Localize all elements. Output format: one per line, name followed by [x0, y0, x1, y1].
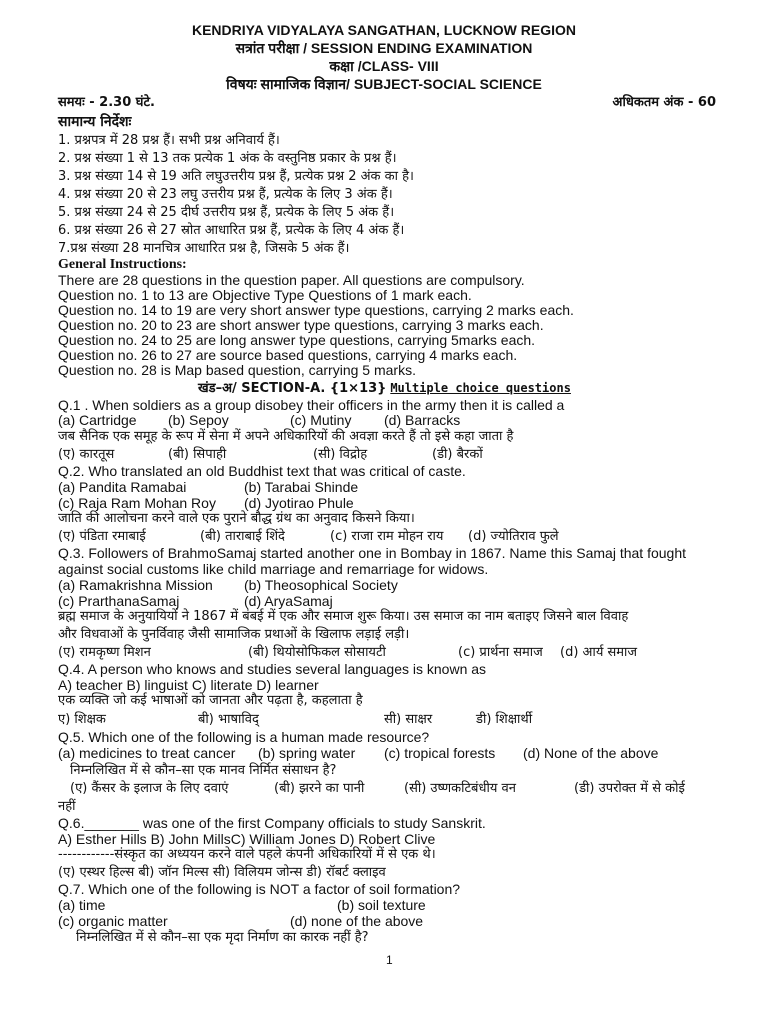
q4-hindi-option-c: सी) साक्षर	[384, 712, 433, 727]
q5-hindi-option-a: (ए) कैंसर के इलाज के लिए दवाएं	[70, 781, 229, 796]
q7-text-hindi: निम्नलिखित में से कौन–सा एक मृदा निर्माण का कारक नहीं है?	[76, 930, 369, 945]
q5-text-hindi: निम्नलिखित में से कौन–सा एक मानव निर्मित संसाधन है?	[70, 763, 337, 778]
q2-option-b: (b) Tarabai Shinde	[244, 479, 359, 495]
q1-hindi-option-d: (डी) बैरकों	[432, 447, 483, 462]
q7-option-c: (c) organic matter	[58, 913, 168, 929]
subject-title: विषयः सामाजिक विज्ञान/ SUBJECT-SOCIAL SCIENCE	[226, 76, 542, 92]
page-number: 1	[386, 953, 393, 967]
q3-option-d: (d) AryaSamaj	[244, 593, 333, 609]
q4-hindi-option-d: डी) शिक्षार्थी	[476, 712, 533, 727]
hindi-instruction-3: 3. प्रश्न संख्या 14 से 19 अति लघुउत्तरीय प्रश्न हैं, प्रत्येक प्रश्न 2 अंक का है।	[58, 169, 414, 184]
q5-hindi-option-d: (डी) उपरोक्त में से कोई	[574, 781, 685, 796]
q5-hindi-option-b: (बी) झरने का पानी	[274, 781, 365, 796]
hindi-instruction-5: 5. प्रश्न संख्या 24 से 25 दीर्घ उत्तरीय प्रश्न हैं, प्रत्येक के लिए 5 अंक हैं।	[58, 205, 395, 220]
q1-option-d: (d) Barracks	[384, 412, 461, 428]
q2-option-d: (d) Jyotirao Phule	[244, 495, 354, 511]
q5-option-d: (d) None of the above	[523, 745, 659, 761]
section-header	[198, 379, 571, 397]
english-instruction-4: Question no. 20 to 23 are short answer type questions, carrying 3 marks each.	[58, 317, 544, 333]
english-instruction-2: Question no. 1 to 13 are Objective Type Questions of 1 mark each.	[58, 287, 472, 303]
q2-option-a: (a) Pandita Ramabai	[58, 479, 187, 495]
org-title: KENDRIYA VIDYALAYA SANGATHAN, LUCKNOW REGION	[191, 22, 576, 38]
q5-hindi-option-c: (सी) उष्णकटिबंधीय वन	[404, 781, 516, 796]
q6-options: A) Esther Hills B) John MillsC) William Jones D) Robert Clive	[58, 831, 436, 847]
q2-text: Q.2. Who translated an old Buddhist text that was critical of caste.	[58, 463, 466, 479]
q3-option-a: (a) Ramakrishna Mission	[58, 577, 213, 593]
q5-option-a: (a) medicines to treat cancer	[58, 745, 236, 761]
english-instructions-title: General Instructions:	[58, 257, 187, 272]
q5-option-c: (c) tropical forests	[384, 745, 496, 761]
section-subtitle: Multiple choice questions	[390, 381, 571, 395]
q2-option-c: (c) Raja Ram Mohan Roy	[58, 495, 216, 511]
max-marks: अधिकतम अंक - 60	[612, 95, 716, 110]
q4-text-hindi: एक व्यक्ति जो कई भाषाओं को जानता और पढ़ता है, कहलाता है	[58, 693, 363, 708]
q1-option-b: (b) Sepoy	[168, 412, 229, 428]
exam-title: सत्रांत परीक्षा / SESSION ENDING EXAMINATION	[235, 40, 533, 56]
q4-hindi-option-b: बी) भाषाविद्	[198, 712, 259, 727]
q4-options: A) teacher B) linguist C) literate D) learner	[58, 677, 319, 693]
q5-text: Q.5. Which one of the following is a human made resource?	[58, 729, 430, 745]
english-instruction-5: Question no. 24 to 25 are long answer type questions, carrying 5marks each.	[58, 332, 536, 348]
q1-hindi-option-b: (बी) सिपाही	[168, 447, 227, 462]
q1-hindi-option-c: (सी) विद्रोह	[313, 447, 368, 462]
q3-text-hindi-line2: और विधवाओं के पुनर्विवाह जैसी सामाजिक प्रथाओं के खिलाफ लड़ाई लड़ी।	[58, 627, 410, 642]
hindi-instructions-title: सामान्य निर्देशः	[58, 114, 132, 130]
q3-hindi-option-d: (d) आर्य समाज	[560, 645, 638, 660]
q3-hindi-option-a: (ए) रामकृष्ण मिशन	[58, 645, 151, 660]
hindi-instruction-6: 6. प्रश्न संख्या 26 से 27 स्रोत आधारित प्रश्न हैं, प्रत्येक के लिए 4 अंक हैं।	[58, 223, 405, 238]
q7-option-b: (b) soil texture	[337, 897, 426, 913]
q3-hindi-option-c: (c) प्रार्थना समाज	[458, 645, 543, 660]
english-instruction-6: Question no. 26 to 27 are source based questions, carrying 4 marks each.	[58, 347, 518, 363]
q7-option-a: (a) time	[58, 897, 106, 913]
q3-hindi-option-b: (बी) थियोसोफिकल सोसायटी	[248, 645, 386, 660]
q2-hindi-option-b: (बी) ताराबाई शिंदे	[200, 529, 285, 544]
q6-hindi-options: (ए) एस्थर हिल्स बी) जॉन मिल्स सी) विलियम जोन्स डी) रॉबर्ट क्लाइव	[58, 865, 386, 880]
q1-hindi-option-a: (ए) कारतूस	[58, 447, 115, 462]
q6-text-hindi: ------------संस्कृत का अध्ययन करने वाले पहले कंपनी अधिकारियों में से एक थे।	[58, 847, 436, 862]
class-title: कक्षा /CLASS- VIII	[329, 58, 439, 74]
q3-option-c: (c) PrarthanaSamaj	[58, 593, 180, 609]
q5-hindi-option-d-cont: नहीं	[58, 799, 76, 814]
q1-option-a: (a) Cartridge	[58, 412, 137, 428]
q3-text-hindi-line1: ब्रह्म समाज के अनुयायियों ने 1867 में बंबई में एक और समाज शुरू किया। उस समाज का नाम बताइए जिसने बाल विवाह	[58, 609, 629, 624]
english-instruction-1: There are 28 questions in the question paper. All questions are compulsory.	[58, 272, 525, 288]
english-instruction-3: Question no. 14 to 19 are very short answer type questions, carrying 2 marks each.	[58, 302, 574, 318]
hindi-instruction-1: 1. प्रश्नपत्र में 28 प्रश्न हैं। सभी प्रश्न अनिवार्य हैं।	[58, 133, 280, 148]
q1-text: Q.1 . When soldiers as a group disobey their officers in the army then it is called a	[58, 397, 565, 413]
time-allowed: समयः - 2.30 घंटे.	[58, 95, 155, 110]
q7-option-d: (d) none of the above	[290, 913, 424, 929]
q3-text-line2: against social customs like child marriage and remarriage for widows.	[58, 561, 489, 577]
q3-text-line1: Q.3. Followers of BrahmoSamaj started another one in Bombay in 1867. Name this Samaj that fought	[58, 545, 686, 561]
q4-hindi-option-a: ए) शिक्षक	[58, 712, 106, 727]
q7-text: Q.7. Which one of the following is NOT a factor of soil formation?	[58, 881, 461, 897]
q1-text-hindi: जब सैनिक एक समूह के रूप में सेना में अपने अधिकारियों की अवज्ञा करते हैं तो इसे कहा जाता है	[58, 429, 514, 444]
q6-text: Q.6._______ was one of the first Company officials to study Sanskrit.	[58, 815, 486, 831]
q2-text-hindi: जाति की आलोचना करने वाले एक पुराने बौद्ध ग्रंथ का अनुवाद किसने किया।	[58, 511, 415, 526]
english-instruction-7: Question no. 28 is Map based question, carrying 5 marks.	[58, 362, 416, 378]
q2-hindi-option-a: (ए) पंडिता रमाबाई	[58, 529, 146, 544]
q5-option-b: (b) spring water	[258, 745, 356, 761]
hindi-instruction-2: 2. प्रश्न संख्या 1 से 13 तक प्रत्येक 1 अंक के वस्तुनिष्ठ प्रकार के प्रश्न हैं।	[58, 151, 397, 166]
section-title: खंड–अ/ SECTION-A. {1×13}	[198, 381, 387, 396]
q4-text: Q.4. A person who knows and studies several languages is known as	[58, 661, 487, 677]
q3-option-b: (b) Theosophical Society	[244, 577, 398, 593]
hindi-instruction-7: 7.प्रश्न संख्या 28 मानचित्र आधारित प्रश्न है, जिसके 5 अंक हैं।	[58, 241, 350, 256]
q2-hindi-option-d: (d) ज्योतिराव फुले	[468, 529, 559, 544]
q1-option-c: (c) Mutiny	[290, 412, 352, 428]
q2-hindi-option-c: (c) राजा राम मोहन राय	[330, 529, 444, 544]
hindi-instruction-4: 4. प्रश्न संख्या 20 से 23 लघु उत्तरीय प्रश्न हैं, प्रत्येक के लिए 3 अंक हैं।	[58, 187, 393, 202]
